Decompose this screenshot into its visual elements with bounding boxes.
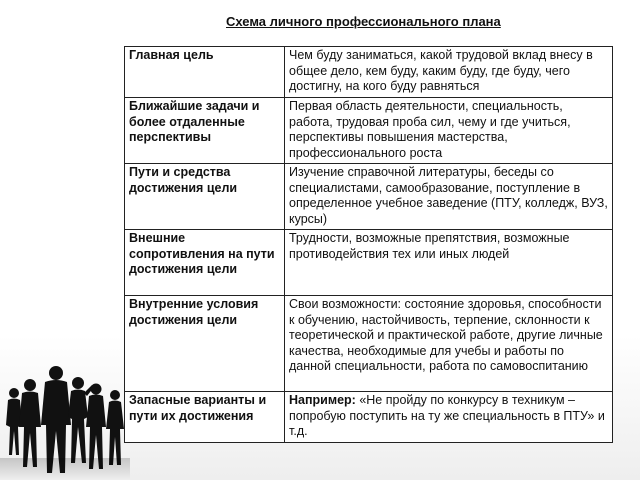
- row-description: Изучение справочной литературы, беседы со специалистами, самообразование, поступление в определенное учебное заведение (ПТУ, колледж, ВУЗ, курсы): [285, 164, 613, 230]
- row-label: Внутренние условия достижения цели: [125, 296, 285, 392]
- table-row: [125, 296, 613, 392]
- table-row: [125, 392, 613, 443]
- table-row: [125, 98, 613, 164]
- plan-table: [124, 46, 613, 443]
- row-description: Первая область деятельности, специальность, работа, трудовая проба сил, чему и где учиться, перспективы повышения мастерства, профессионального роста: [285, 98, 613, 164]
- row-label: Запасные варианты и пути их достижения: [125, 392, 285, 443]
- row-label: Главная цель: [125, 47, 285, 98]
- table-row: [125, 230, 613, 296]
- row-label: Ближайшие задачи и более отдаленные перспективы: [125, 98, 285, 164]
- row-description: Чем буду заниматься, какой трудовой вклад внесу в общее дело, кем буду, каким буду, где буду, чего достигну, на кого буду равняться: [285, 47, 613, 98]
- example-text: «Не пройду по конкурсу в техникум – попробую поступить на ту же специальность в ПТУ» и т.д.: [289, 393, 605, 439]
- row-description: Свои возможности: состояние здоровья, способности к обучению, настойчивость, терпение, склонности к теоретической и практической работе, другие личные качества, необходимые для учебы и работы по данной специальности, работа по самовоспитанию: [285, 296, 613, 392]
- example-prefix: Например:: [289, 393, 356, 407]
- silhouette-reflection: [0, 458, 130, 480]
- row-label: Пути и средства достижения цели: [125, 164, 285, 230]
- row-description: [285, 392, 613, 443]
- table-row: [125, 47, 613, 98]
- table-row: [125, 164, 613, 230]
- page-title: Схема личного профессионального плана: [226, 14, 501, 29]
- row-description: Трудности, возможные препятствия, возможные противодействия тех или иных людей: [285, 230, 613, 296]
- row-label: Внешние сопротивления на пути достижения цели: [125, 230, 285, 296]
